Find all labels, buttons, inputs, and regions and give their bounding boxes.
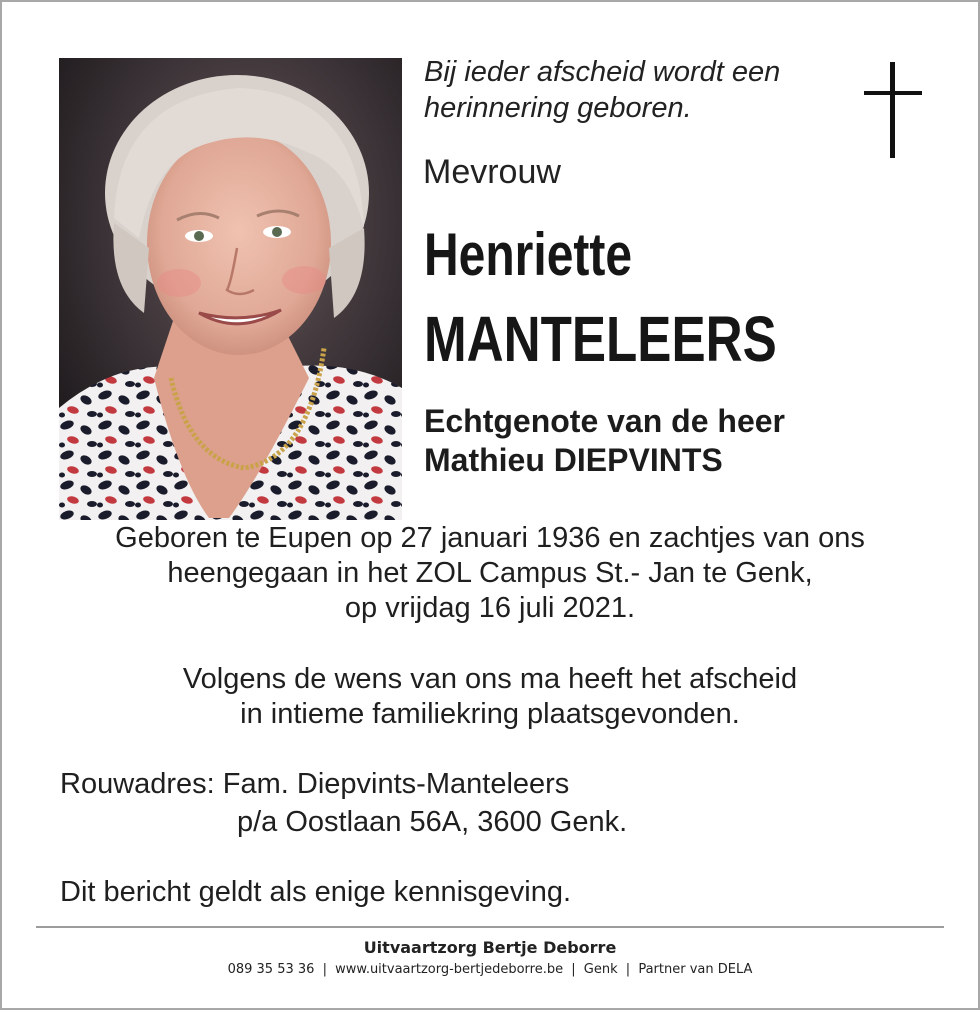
- notice-text: Dit bericht geldt als enige kennisgeving.: [60, 876, 572, 908]
- quote-line-1: Bij ieder afscheid wordt een: [424, 56, 781, 88]
- quote-line-2: herinnering geboren.: [424, 92, 692, 124]
- footer-divider: [36, 926, 944, 928]
- funeral-home-name: Uitvaartzorg Bertje Deborre: [363, 938, 617, 957]
- latin-cross-icon: [864, 62, 922, 158]
- farewell-paragraph: [0, 662, 980, 732]
- contact-partner: Partner van DELA: [638, 962, 753, 977]
- funeral-home-contact: [0, 962, 980, 977]
- contact-city: Genk: [583, 962, 618, 977]
- birth-death-paragraph: [0, 521, 980, 626]
- contact-website: www.uitvaartzorg-bertjedeborre.be: [335, 962, 564, 977]
- memorial-quote: [424, 54, 844, 126]
- contact-separator: |: [571, 962, 576, 977]
- spouse-line-1: Echtgenote van de heer: [424, 403, 785, 439]
- spouse-line-2: Mathieu DIEPVINTS: [424, 442, 723, 478]
- contact-separator: |: [625, 962, 631, 977]
- mourning-address-line-2: p/a Oostlaan 56A, 3600 Genk.: [237, 806, 628, 838]
- deceased-last-name: MANTELEERS: [424, 303, 777, 375]
- deceased-title: Mevrouw: [423, 153, 561, 191]
- mourning-address-line-1: Rouwadres: Fam. Diepvints-Manteleers: [60, 768, 570, 800]
- portrait-photo: [59, 58, 402, 520]
- birth-line-1: Geboren te Eupen op 27 januari 1936 en zachtjes van ons: [115, 522, 865, 554]
- birth-line-3: op vrijdag 16 juli 2021.: [344, 592, 636, 624]
- spouse-info: [424, 402, 785, 480]
- wish-line-2: in intieme familiekring plaatsgevonden.: [240, 698, 740, 730]
- deceased-first-name: Henriette: [424, 221, 633, 288]
- contact-separator: |: [322, 962, 327, 977]
- wish-line-1: Volgens de wens van ons ma heeft het afscheid: [182, 663, 798, 695]
- contact-phone: 089 35 53 36: [227, 962, 315, 977]
- birth-line-2: heengegaan in het ZOL Campus St.- Jan te Genk,: [167, 557, 813, 589]
